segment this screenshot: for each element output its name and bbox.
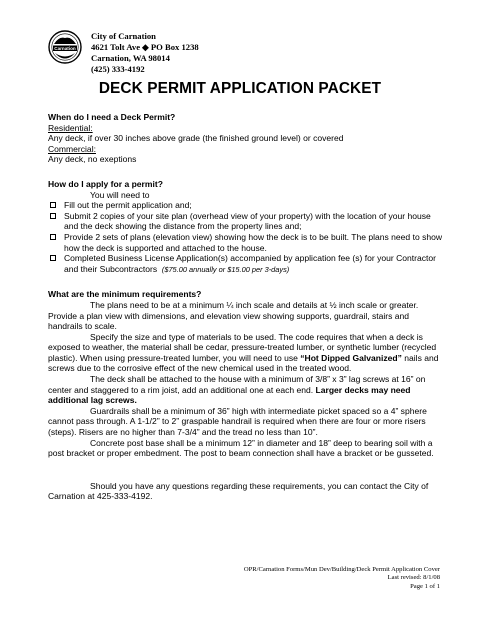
list-item-text: Completed Business License Application(s) accompanied by application fee (s) for your Contractor and their Subcontractors	[64, 253, 436, 274]
requirements-paragraph-materials	[48, 332, 444, 374]
closing-paragraph: Should you have any questions regarding these requirements, you can contact the City of Carnation at 425-333-4192.	[48, 480, 429, 502]
checkbox-icon	[50, 255, 56, 261]
city-seal-logo	[48, 30, 82, 64]
list-item	[48, 211, 444, 232]
footer-path: OPR/Carnation Forms/Mun Dev/Building/Deck Permit Application Cover	[243, 566, 440, 573]
address-line-4: (425) 333-4192	[91, 64, 145, 74]
requirements-paragraph-guardrails: Guardrails shall be a minimum of 36” high with intermediate picket spaced so a 4” sphere cannot pass through. A 1-1/2” to 2” graspable handrail is required when there are four or more risers (steps). Risers are no higher than 7-3/4” and the tread no less than 10”.	[48, 405, 427, 438]
list-item-text: Provide 2 sets of plans (elevation view) showing how the deck is to be built. The plans need to show how the deck is supported and attached to the house.	[64, 231, 443, 253]
document-body	[48, 112, 444, 502]
residential-label: Residential:	[48, 122, 93, 133]
materials-text-bold: “Hot Dipped Galvanized”	[300, 352, 402, 363]
page-title: DECK PERMIT APPLICATION PACKET	[98, 80, 382, 97]
footer-page-number: Page 1 of 1	[410, 582, 440, 590]
list-item	[48, 253, 444, 275]
commercial-label: Commercial:	[48, 143, 96, 154]
residential-text: Any deck, if over 30 inches above grade (the finished ground level) or covered	[48, 133, 344, 144]
list-item	[48, 200, 444, 211]
list-item	[48, 232, 444, 253]
section-heading-when: When do I need a Deck Permit?	[48, 112, 176, 122]
requirements-paragraph-scale: The plans need to be at a minimum ¼ inch scale and details at ½ inch scale or greater. Provide a plan view with dimensions, and elevation view showing supports, guardrail, stairs and handrails to scale.	[48, 299, 419, 332]
address-line-3: Carnation, WA 98014	[91, 53, 170, 63]
document-footer	[244, 566, 440, 591]
materials-text-a: Specify the size and type of materials to be used. The code requires that when a deck is exposed to weather, the material shall be cedar, pressure-treated lumber, or synthetic lumber (recycled plastic). When using pressure-treated lumber, you will need to use	[48, 331, 437, 363]
checkbox-icon	[50, 234, 56, 240]
attachment-text: The deck shall be attached to the house with a minimum of 3/8” x 3” lag screws at 16” on center and staggered to a rim joist, add an additional one at each end.	[48, 374, 426, 395]
footer-revised: Last revised: 8/1/08	[387, 574, 440, 582]
commercial-text: Any deck, no exeptions	[48, 154, 137, 165]
checkbox-icon	[50, 213, 56, 219]
fee-note: ($75.00 annually or $15.00 per 3-days)	[161, 264, 290, 274]
address-line-2: 4621 Tolt Ave ◆ PO Box 1238	[91, 42, 199, 52]
materials-text-b: nails and screws due to the corrosive effect of the new chemical used in the treated wood.	[48, 352, 439, 374]
city-address-block	[91, 31, 199, 75]
list-item-text: Fill out the permit application and;	[64, 200, 192, 211]
attachment-text-bold: Larger decks may need additional lag screws.	[48, 384, 411, 406]
logo-text: Carnation	[54, 45, 76, 51]
section-heading-requirements: What are the minimum requirements?	[48, 289, 202, 300]
address-line-1: City of Carnation	[91, 31, 156, 41]
checkbox-icon	[50, 202, 56, 208]
requirements-paragraph-posts: Concrete post base shall be a minimum 12” in diameter and 18” deep to bearing soil with a post bracket or proper embedment. The post to beam connection shall have a bracket or be gusseted.	[48, 437, 434, 459]
list-item-text: Submit 2 copies of your site plan (overhead view of your property) with the location of your house and the deck showing the distance from the property lines and;	[64, 210, 431, 232]
requirements-paragraph-attachment	[48, 374, 444, 406]
how-intro: You will need to	[90, 189, 150, 200]
section-heading-how: How do I apply for a permit?	[48, 178, 163, 189]
